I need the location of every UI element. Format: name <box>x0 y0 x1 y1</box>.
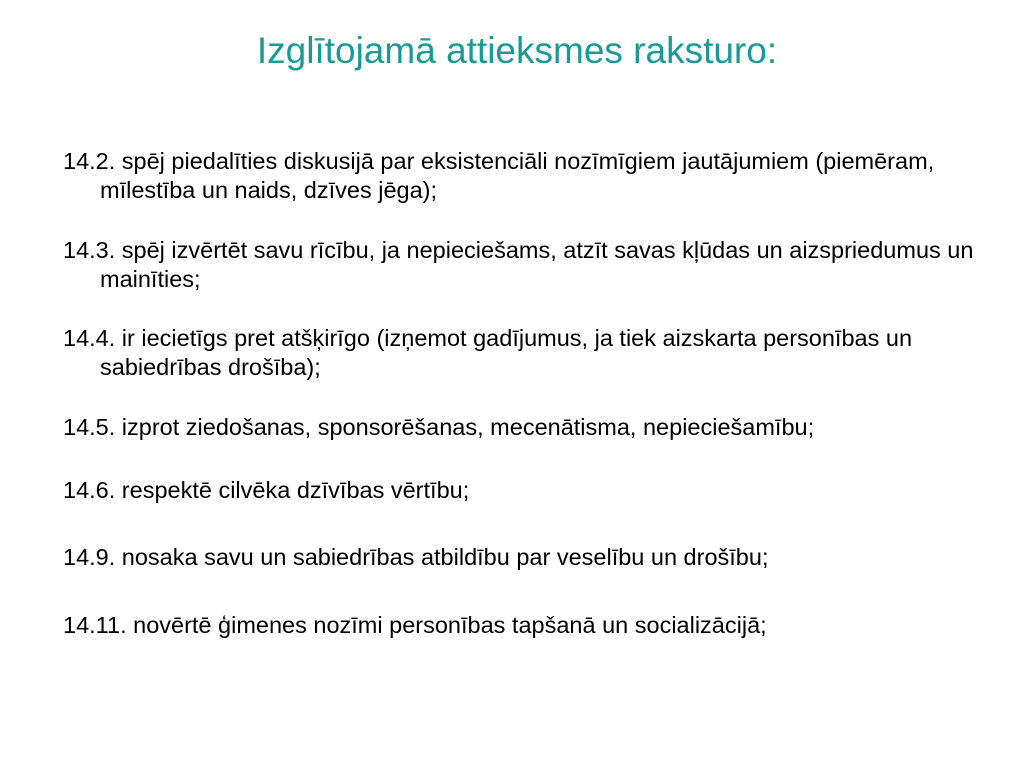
list-item: 14.6. respektē cilvēka dzīvības vērtību; <box>63 477 470 503</box>
list-item: 14.11. novērtē ģimenes nozīmi personības tapšanā un socializācijā; <box>63 612 767 638</box>
list-item: 14.4. ir iecietīgs pret atšķirīgo (izņemot gadījumus, ja tiek aizskarta personības un sabiedrības drošība); <box>63 325 913 380</box>
list-item: 14.9. nosaka savu un sabiedrības atbildību par veselību un drošību; <box>63 544 769 570</box>
list-item: 14.5. izprot ziedošanas, sponsorēšanas, mecenātisma, nepieciešamību; <box>63 414 815 440</box>
slide-title: Izglītojamā attieksmes raksturo: <box>256 30 778 71</box>
list-item: 14.2. spēj piedalīties diskusijā par eksistenciāli nozīmīgiem jautājumiem (piemēram, mīlestība un naids, dzīves jēga); <box>63 148 935 203</box>
list-item: 14.3. spēj izvērtēt savu rīcību, ja nepieciešams, atzīt savas kļūdas un aizspriedumus un mainīties; <box>63 237 974 292</box>
